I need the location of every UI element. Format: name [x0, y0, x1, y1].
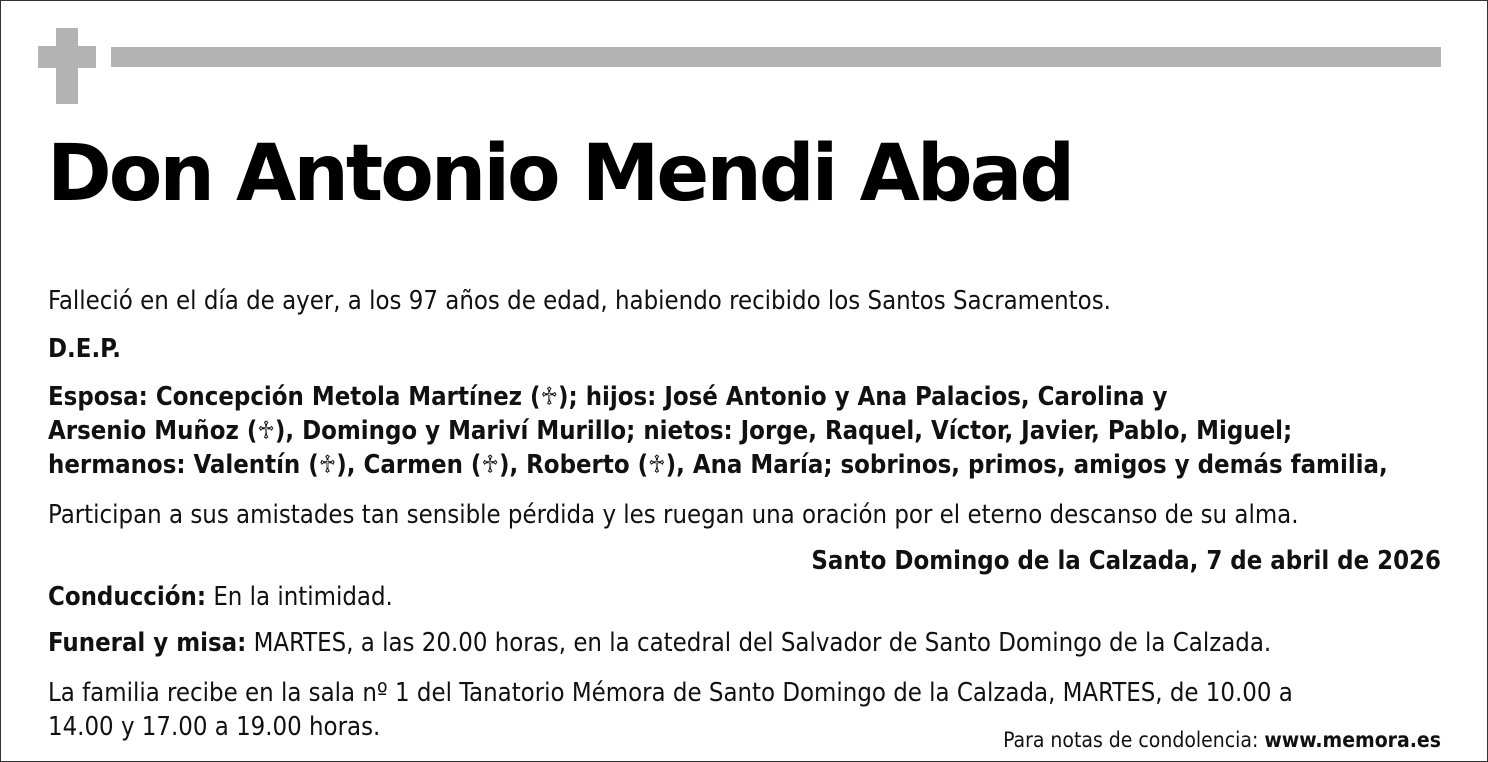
conduccion-text: En la intimidad.	[206, 582, 393, 612]
condolence-note	[1003, 726, 1441, 754]
memora-website-link[interactable]: www.memora.es	[1264, 728, 1441, 752]
conduccion-info	[48, 580, 393, 614]
funeral-label: Funeral y misa:	[48, 628, 247, 658]
place-and-date: Santo Domingo de la Calzada, 7 de abril de 2026	[811, 546, 1441, 576]
cross-icon-horizontal-bar	[38, 46, 96, 68]
condolence-text: Para notas de condolencia:	[1003, 728, 1265, 752]
participation-message: Participan a sus amistades tan sensible pérdida y les ruegan una oración por el eterno descanso de su alma.	[48, 500, 1299, 530]
visitation-line: La familia recibe en la sala nº 1 del Tanatorio Mémora de Santo Domingo de la Calzada, MARTES, de 10.00 a	[48, 678, 1293, 708]
family-list	[48, 380, 1448, 482]
visitation-line: 14.00 y 17.00 a 19.00 horas.	[48, 712, 381, 742]
family-line: hermanos: Valentín (♱), Carmen (♱), Roberto (♱), Ana María; sobrinos, primos, amigos y demás familia,	[48, 450, 1388, 480]
funeral-info	[48, 626, 1271, 660]
header-divider-bar	[111, 47, 1441, 67]
family-line: Esposa: Concepción Metola Martínez (♱); hijos: José Antonio y Ana Palacios, Carolina y	[48, 382, 1168, 412]
funeral-text: MARTES, a las 20.00 horas, en la catedral del Salvador de Santo Domingo de la Calzada.	[246, 628, 1272, 658]
family-line: Arsenio Muñoz (♱), Domingo y Mariví Murillo; nietos: Jorge, Raquel, Víctor, Javier, Pablo, Miguel;	[48, 416, 1293, 446]
death-announcement: Falleció en el día de ayer, a los 97 años de edad, habiendo recibido los Santos Sacramentos.	[48, 286, 1111, 316]
deceased-name: Don Antonio Mendi Abad	[47, 129, 1073, 219]
conduccion-label: Conducción:	[48, 582, 207, 612]
rip-text: D.E.P.	[48, 334, 122, 364]
